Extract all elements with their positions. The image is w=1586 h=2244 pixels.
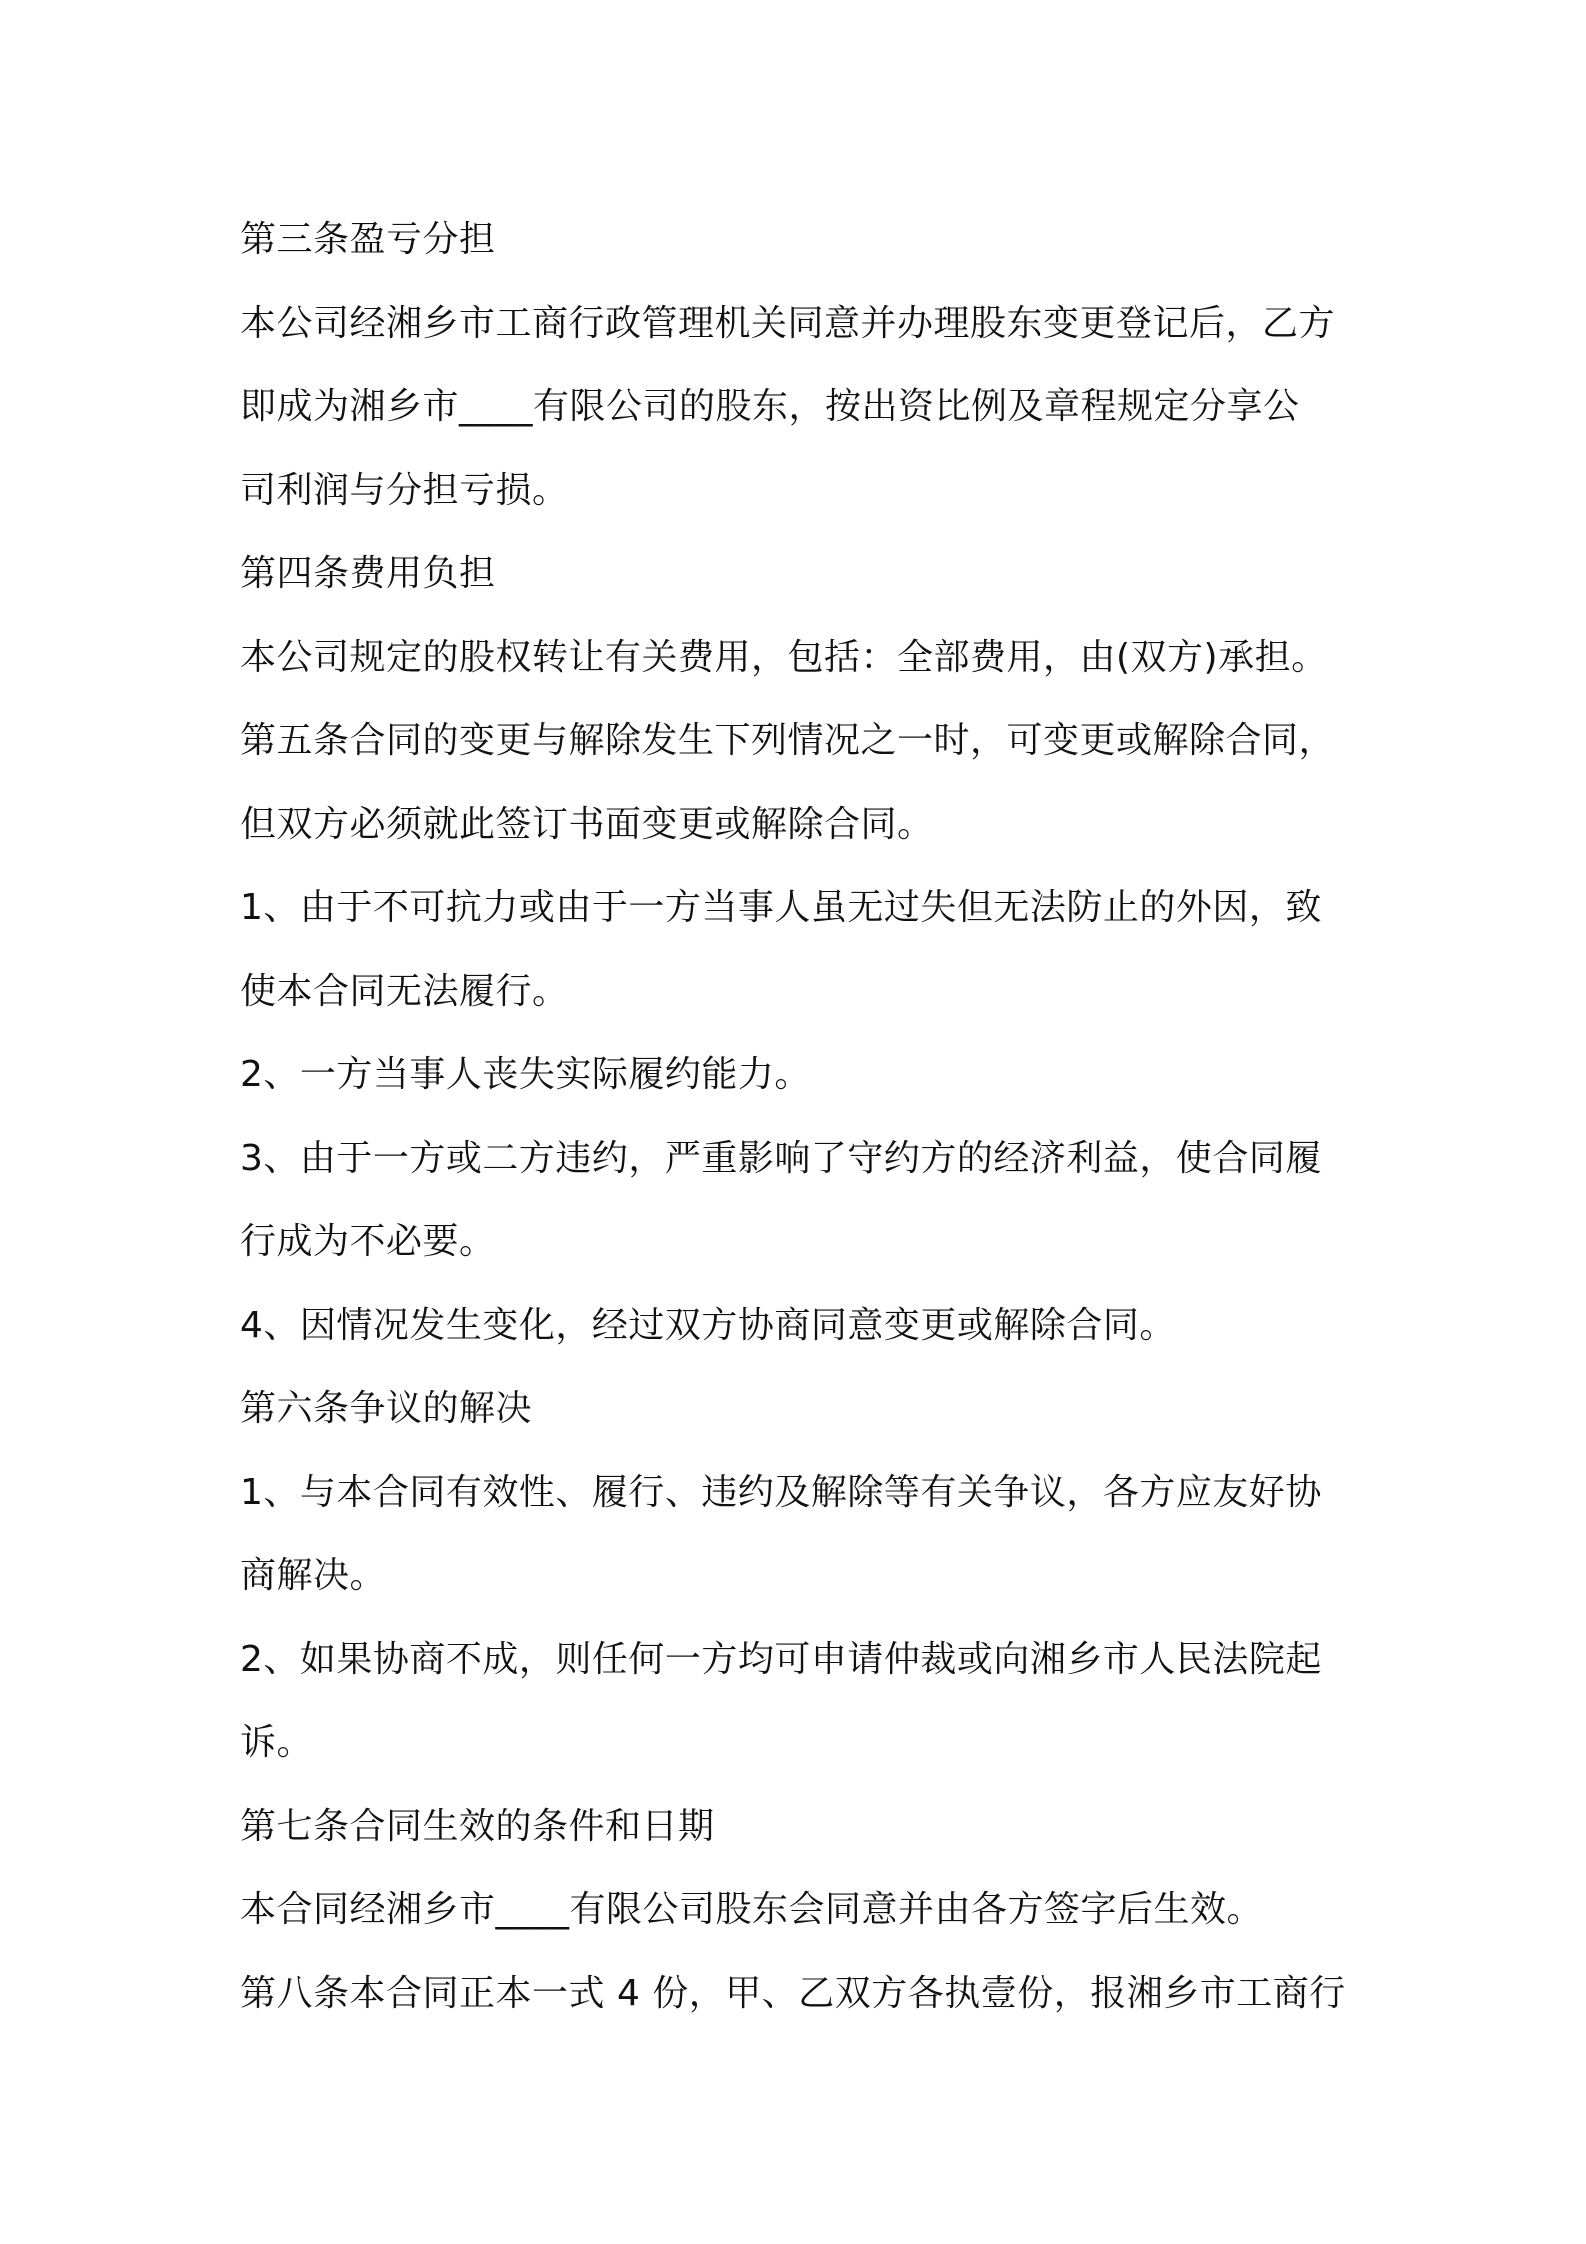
article-8-text-line-1: 第八条本合同正本一式 4 份，甲、乙双方各执壹份，报湘乡市工商行 — [240, 1972, 1346, 2014]
article-6-heading: 第六条争议的解决 — [240, 1388, 533, 1429]
article-5-heading-line-2: 但双方必须就此签订书面变更或解除合同。 — [240, 803, 934, 845]
article-5-item-2: 2、一方当事人丧失实际履约能力。 — [240, 1054, 811, 1095]
article-5-item-4: 4、因情况发生变化，经过双方协商同意变更或解除合同。 — [240, 1304, 1176, 1346]
article-7-text: 本合同经湘乡市____有限公司股东会同意并由各方签字后生效。 — [240, 1889, 1264, 1930]
article-3-heading: 第三条盈亏分担 — [240, 219, 496, 260]
article-5-item-3-line-2: 行成为不必要。 — [240, 1221, 496, 1262]
article-6-item-2-line-1: 2、如果协商不成，则任何一方均可申请仲裁或向湘乡市人民法院起 — [240, 1638, 1322, 1680]
article-6-item-1-line-2: 商解决。 — [240, 1555, 387, 1596]
article-6-item-2-line-2: 诉。 — [240, 1722, 314, 1763]
article-5-item-1-line-1: 1、由于不可抗力或由于一方当事人虽无过失但无法防止的外因，致 — [240, 887, 1322, 928]
article-5-heading-line-1: 第五条合同的变更与解除发生下列情况之一时，可变更或解除合同， — [240, 720, 1336, 761]
document-body — [240, 198, 1350, 2035]
article-5-item-3-line-1: 3、由于一方或二方违约，严重影响了守约方的经济利益，使合同履 — [240, 1137, 1322, 1179]
article-3-text-line-2: 即成为湘乡市____有限公司的股东，按出资比例及章程规定分享公 — [240, 386, 1300, 427]
article-5-item-1-line-2: 使本合同无法履行。 — [240, 970, 569, 1012]
article-3-text-line-1: 本公司经湘乡市工商行政管理机关同意并办理股东变更登记后，乙方 — [240, 302, 1336, 344]
article-7-heading: 第七条合同生效的条件和日期 — [240, 1805, 715, 1847]
article-4-text: 本公司规定的股权转让有关费用，包括：全部费用，由(双方)承担。 — [240, 636, 1328, 678]
article-3-text-line-3: 司利润与分担亏损。 — [240, 469, 569, 511]
article-6-item-1-line-1: 1、与本合同有效性、履行、违约及解除等有关争议，各方应友好协 — [240, 1471, 1322, 1513]
article-4-heading: 第四条费用负担 — [240, 553, 496, 594]
